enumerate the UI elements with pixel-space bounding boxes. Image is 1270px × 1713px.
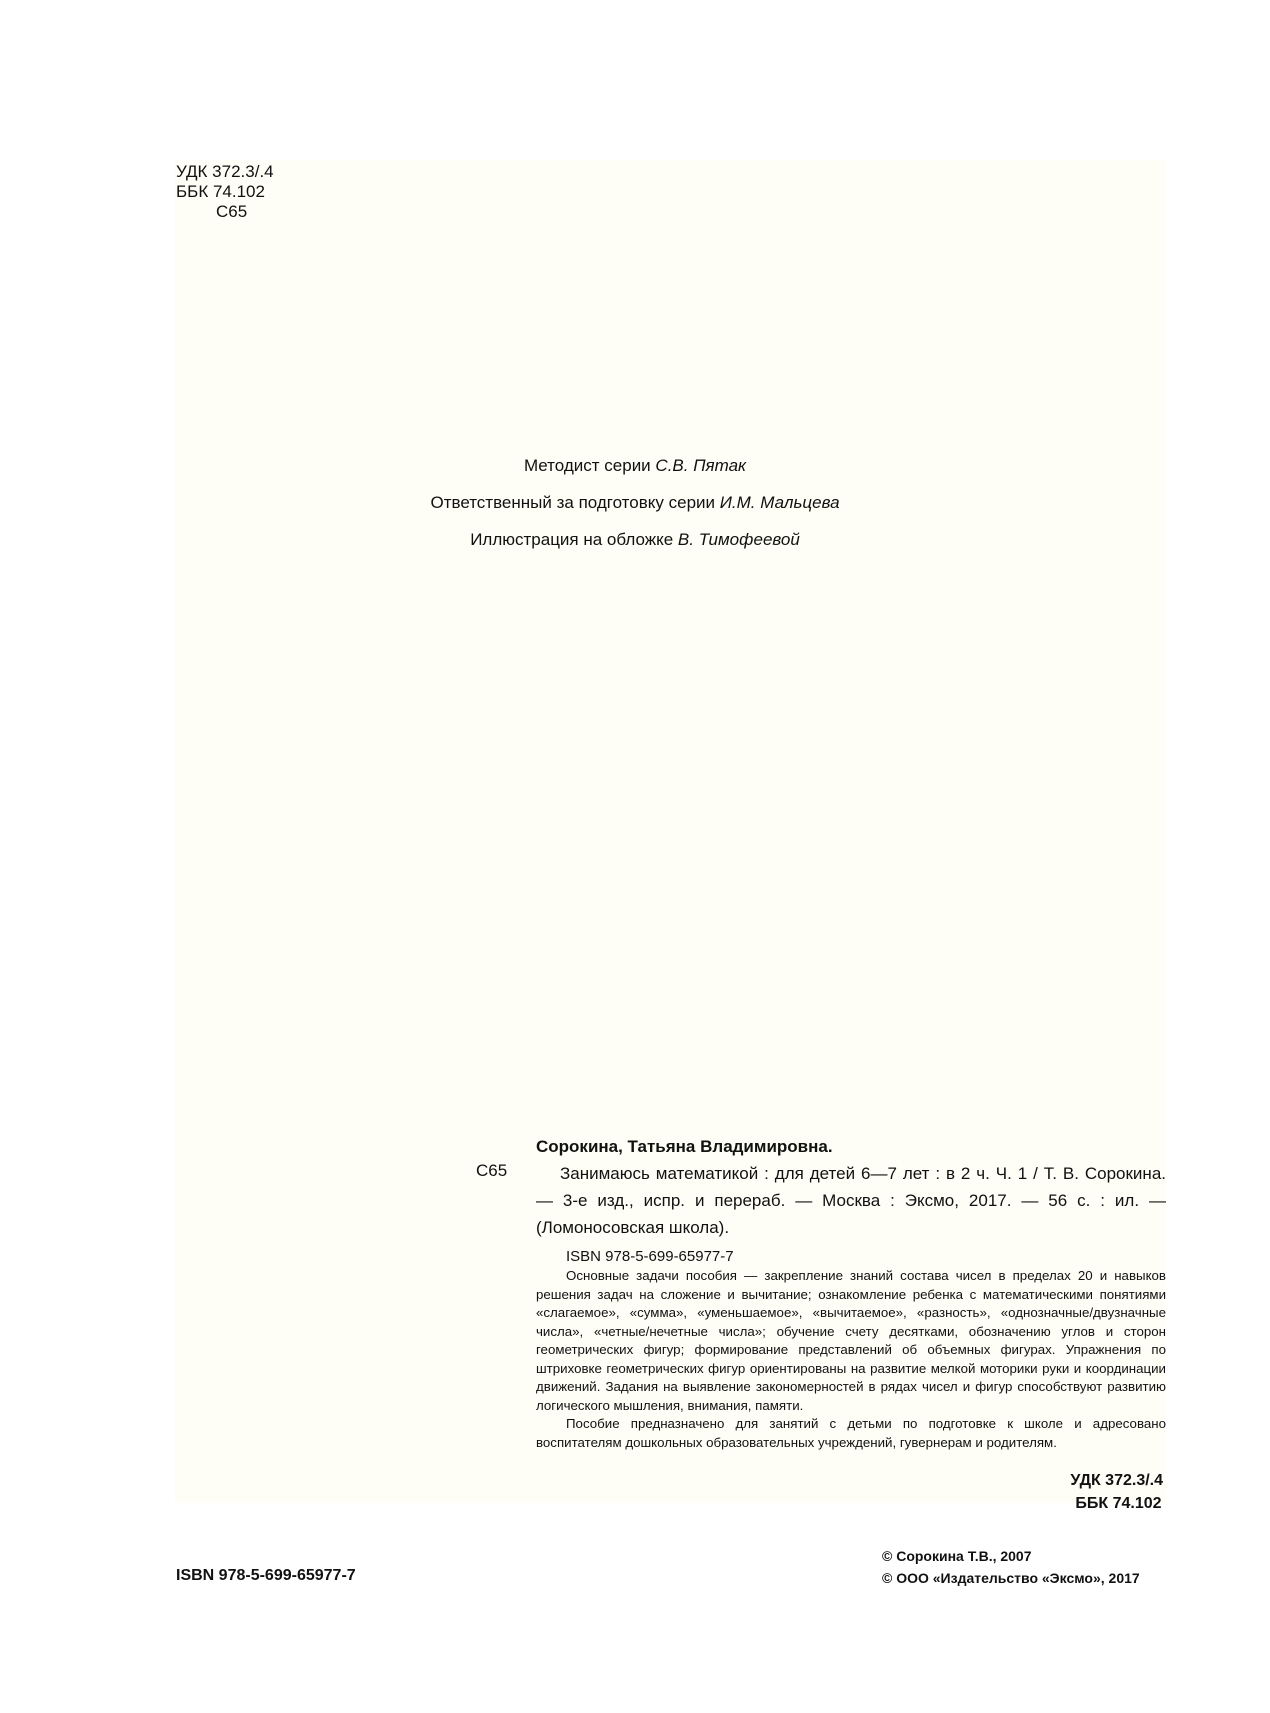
classification-codes-top (176, 162, 274, 222)
credit-cover-illustration (0, 521, 1270, 558)
bibliographic-record (536, 1133, 1166, 1270)
udk-code: УДК 372.3/.4 (1070, 1472, 1163, 1489)
series-credits (0, 447, 1270, 558)
author-heading: Сорокина, Татьяна Владимировна. (536, 1137, 833, 1156)
bibliographic-description: Занимаюсь математикой : для детей 6—7 лет : в 2 ч. Ч. 1 / Т. В. Сорокина. — 3-е изд., испр. и перераб. — Москва : Эксмо, 2017. — 56 с. : ил. — (Ломоносовская школа). (536, 1164, 1166, 1237)
classification-codes-bottom (1070, 1469, 1163, 1515)
author-mark: С65 (216, 202, 248, 221)
credit-label: Ответственный за подготовку серии (430, 493, 716, 512)
credit-methodist (0, 447, 1270, 484)
isbn-footer: ISBN 978-5-699-65977-7 (176, 1567, 356, 1584)
bbk-code: ББК 74.102 (1075, 1495, 1162, 1512)
annotation (536, 1267, 1166, 1452)
credit-label: Иллюстрация на обложке (470, 530, 674, 549)
credit-label: Методист серии (523, 456, 651, 475)
copyright-author: © Сорокина Т.В., 2007 (882, 1548, 1032, 1564)
credit-name: В. Тимофеевой (677, 530, 800, 549)
credit-responsible (0, 484, 1270, 521)
copyright-block (882, 1545, 1140, 1589)
bbk-code: ББК 74.102 (176, 182, 265, 201)
annotation-paragraph: Основные задачи пособия — закрепление знаний состава чисел в пределах 20 и навыков решения задач на сложение и вычитание; ознакомление ребенка с математическими понятиями «слагаемое», «сумма», «уменьшаемое», «вычитаемое», «разность», «однозначные/двузначные числа», «четные/нечетные числа»; обучение счету десятками, обозначению углов и сторон геометрических фигур; формирование представлений об объемных фигурах. Упражнения по штриховке геометрических фигур ориентированы на развитие мелкой моторики руки и координации движений. Задания на выявление закономерностей в рядах чисел и фигур способствуют развитию логического мышления, внимания, памяти. (536, 1268, 1166, 1413)
credit-name: И.М. Мальцева (719, 493, 840, 512)
copyright-publisher: © ООО «Издательство «Эксмо», 2017 (882, 1570, 1140, 1586)
bibliographic-author-mark: С65 (476, 1161, 508, 1180)
udk-code: УДК 372.3/.4 (176, 162, 274, 181)
credit-name: С.В. Пятак (655, 456, 747, 475)
annotation-paragraph: Пособие предназначено для занятий с детьми по подготовке к школе и адресовано воспитателям дошкольных образовательных учреждений, гувернерам и родителям. (536, 1416, 1166, 1450)
bibliographic-isbn: ISBN 978-5-699-65977-7 (566, 1248, 734, 1265)
